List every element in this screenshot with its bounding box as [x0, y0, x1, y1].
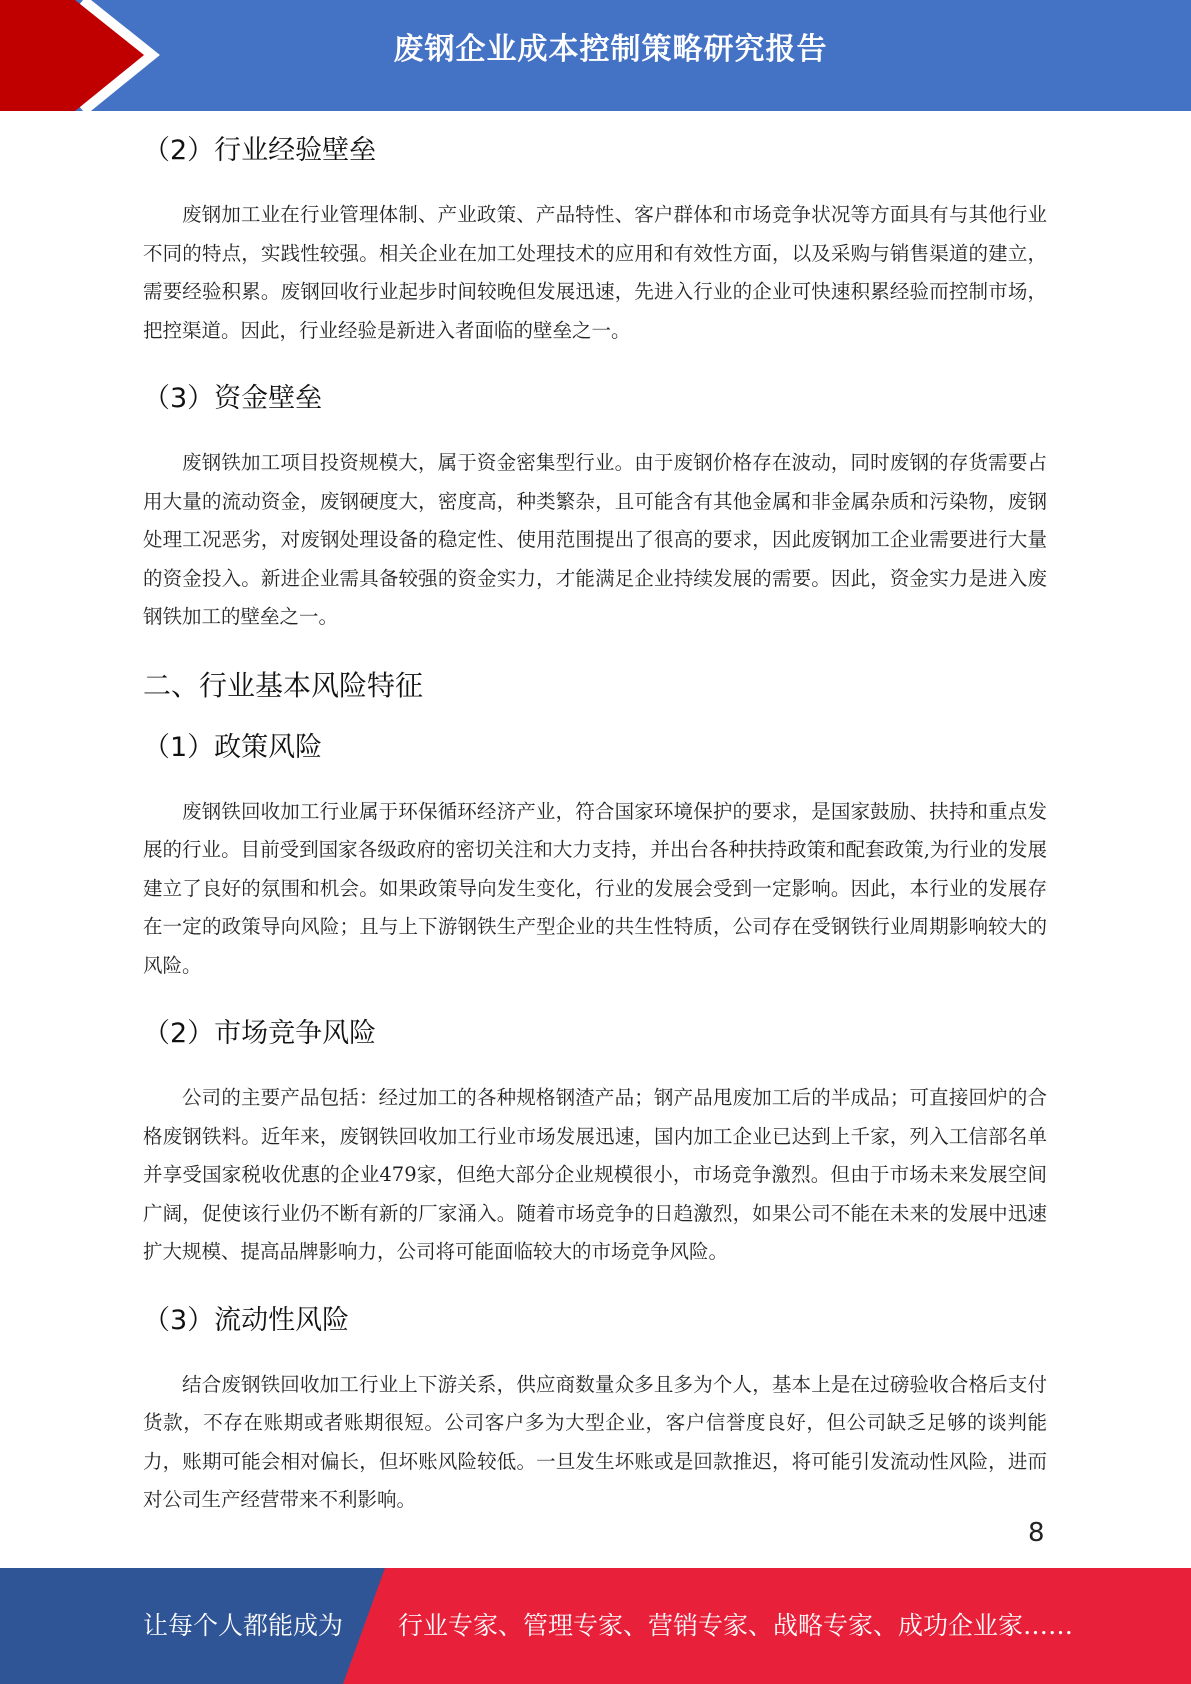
heading-capital-barrier: （3）资金壁垒 — [143, 383, 323, 414]
heading-industry-experience-barrier: （2）行业经验壁垒 — [143, 135, 377, 166]
document-title: 废钢企业成本控制策略研究报告 — [393, 32, 828, 67]
paragraph-industry-experience-barrier: 废钢加工业在行业管理体制、产业政策、产品特性、客户群体和市场竞争状况等方面具有与其他行业不同的特点，实践性较强。相关企业在加工处理技术的应用和有效性方面，以及采购与销售渠道的建立，需要经验积累。废钢回收行业起步时间较晚但发展迅速，先进入行业的企业可快速积累经验而控制市场，把控渠道。因此，行业经验是新进入者面临的壁垒之一。 — [143, 203, 1047, 342]
section-heading-risk-characteristics: 二、行业基本风险特征 — [143, 668, 424, 702]
footer-slogan-right: 行业专家、管理专家、营销专家、战略专家、成功企业家…… — [398, 1611, 1074, 1640]
paragraph-market-competition-risk: 公司的主要产品包括：经过加工的各种规格钢渣产品；钢产品甩废加工后的半成品；可直接回炉的合格废钢铁料。近年来，废钢铁回收加工行业市场发展迅速，国内加工企业已达到上千家，列入工信部名单并享受国家税收优惠的企业479家，但绝大部分企业规模很小，市场竞争激烈。但由于市场未来发展空间广阔，促使该行业仍不断有新的厂家涌入。随着市场竞争的日趋激烈，如果公司不能在未来的发展中迅速扩大规模、提高品牌影响力，公司将可能面临较大的市场竞争风险。 — [143, 1086, 1047, 1263]
heading-liquidity-risk: （3）流动性风险 — [143, 1304, 350, 1336]
page-number: 8 — [1028, 1518, 1045, 1548]
page-header — [0, 0, 1191, 111]
paragraph-capital-barrier: 废钢铁加工项目投资规模大，属于资金密集型行业。由于废钢价格存在波动，同时废钢的存货需要占用大量的流动资金，废钢硬度大，密度高，种类繁杂，且可能含有其他金属和非金属杂质和污染物，废钢处理工况恶劣，对废钢处理设备的稳定性、使用范围提出了很高的要求，因此废钢加工企业需要进行大量的资金投入。新进企业需具备较强的资金实力，才能满足企业持续发展的需要。因此，资金实力是进入废钢铁加工的壁垒之一。 — [143, 451, 1047, 628]
heading-market-competition-risk: （2）市场竞争风险 — [143, 1018, 377, 1049]
heading-policy-risk: （1）政策风险 — [143, 731, 323, 763]
document-body — [143, 120, 1047, 1538]
paragraph-policy-risk: 废钢铁回收加工行业属于环保循环经济产业，符合国家环境保护的要求，是国家鼓励、扶持和重点发展的行业。目前受到国家各级政府的密切关注和大力支持，并出台各种扶持政策和配套政策,为行业的发展建立了良好的氛围和机会。如果政策导向发生变化，行业的发展会受到一定影响。因此，本行业的发展存在一定的政策导向风险；且与上下游钢铁生产型企业的共生性特质，公司存在受钢铁行业周期影响较大的风险。 — [143, 799, 1047, 977]
footer-slogan-left: 让每个人都能成为 — [143, 1611, 344, 1640]
paragraph-liquidity-risk: 结合废钢铁回收加工行业上下游关系，供应商数量众多且多为个人，基本上是在过磅验收合格后支付货款，不存在账期或者账期很短。公司客户多为大型企业，客户信誉度良好，但公司缺乏足够的谈判能力，账期可能会相对偏长，但坏账风险较低。一旦发生坏账或是回款推迟，将可能引发流动性风险，进而对公司生产经营带来不利影响。 — [143, 1372, 1047, 1511]
page-footer — [0, 1568, 1191, 1684]
